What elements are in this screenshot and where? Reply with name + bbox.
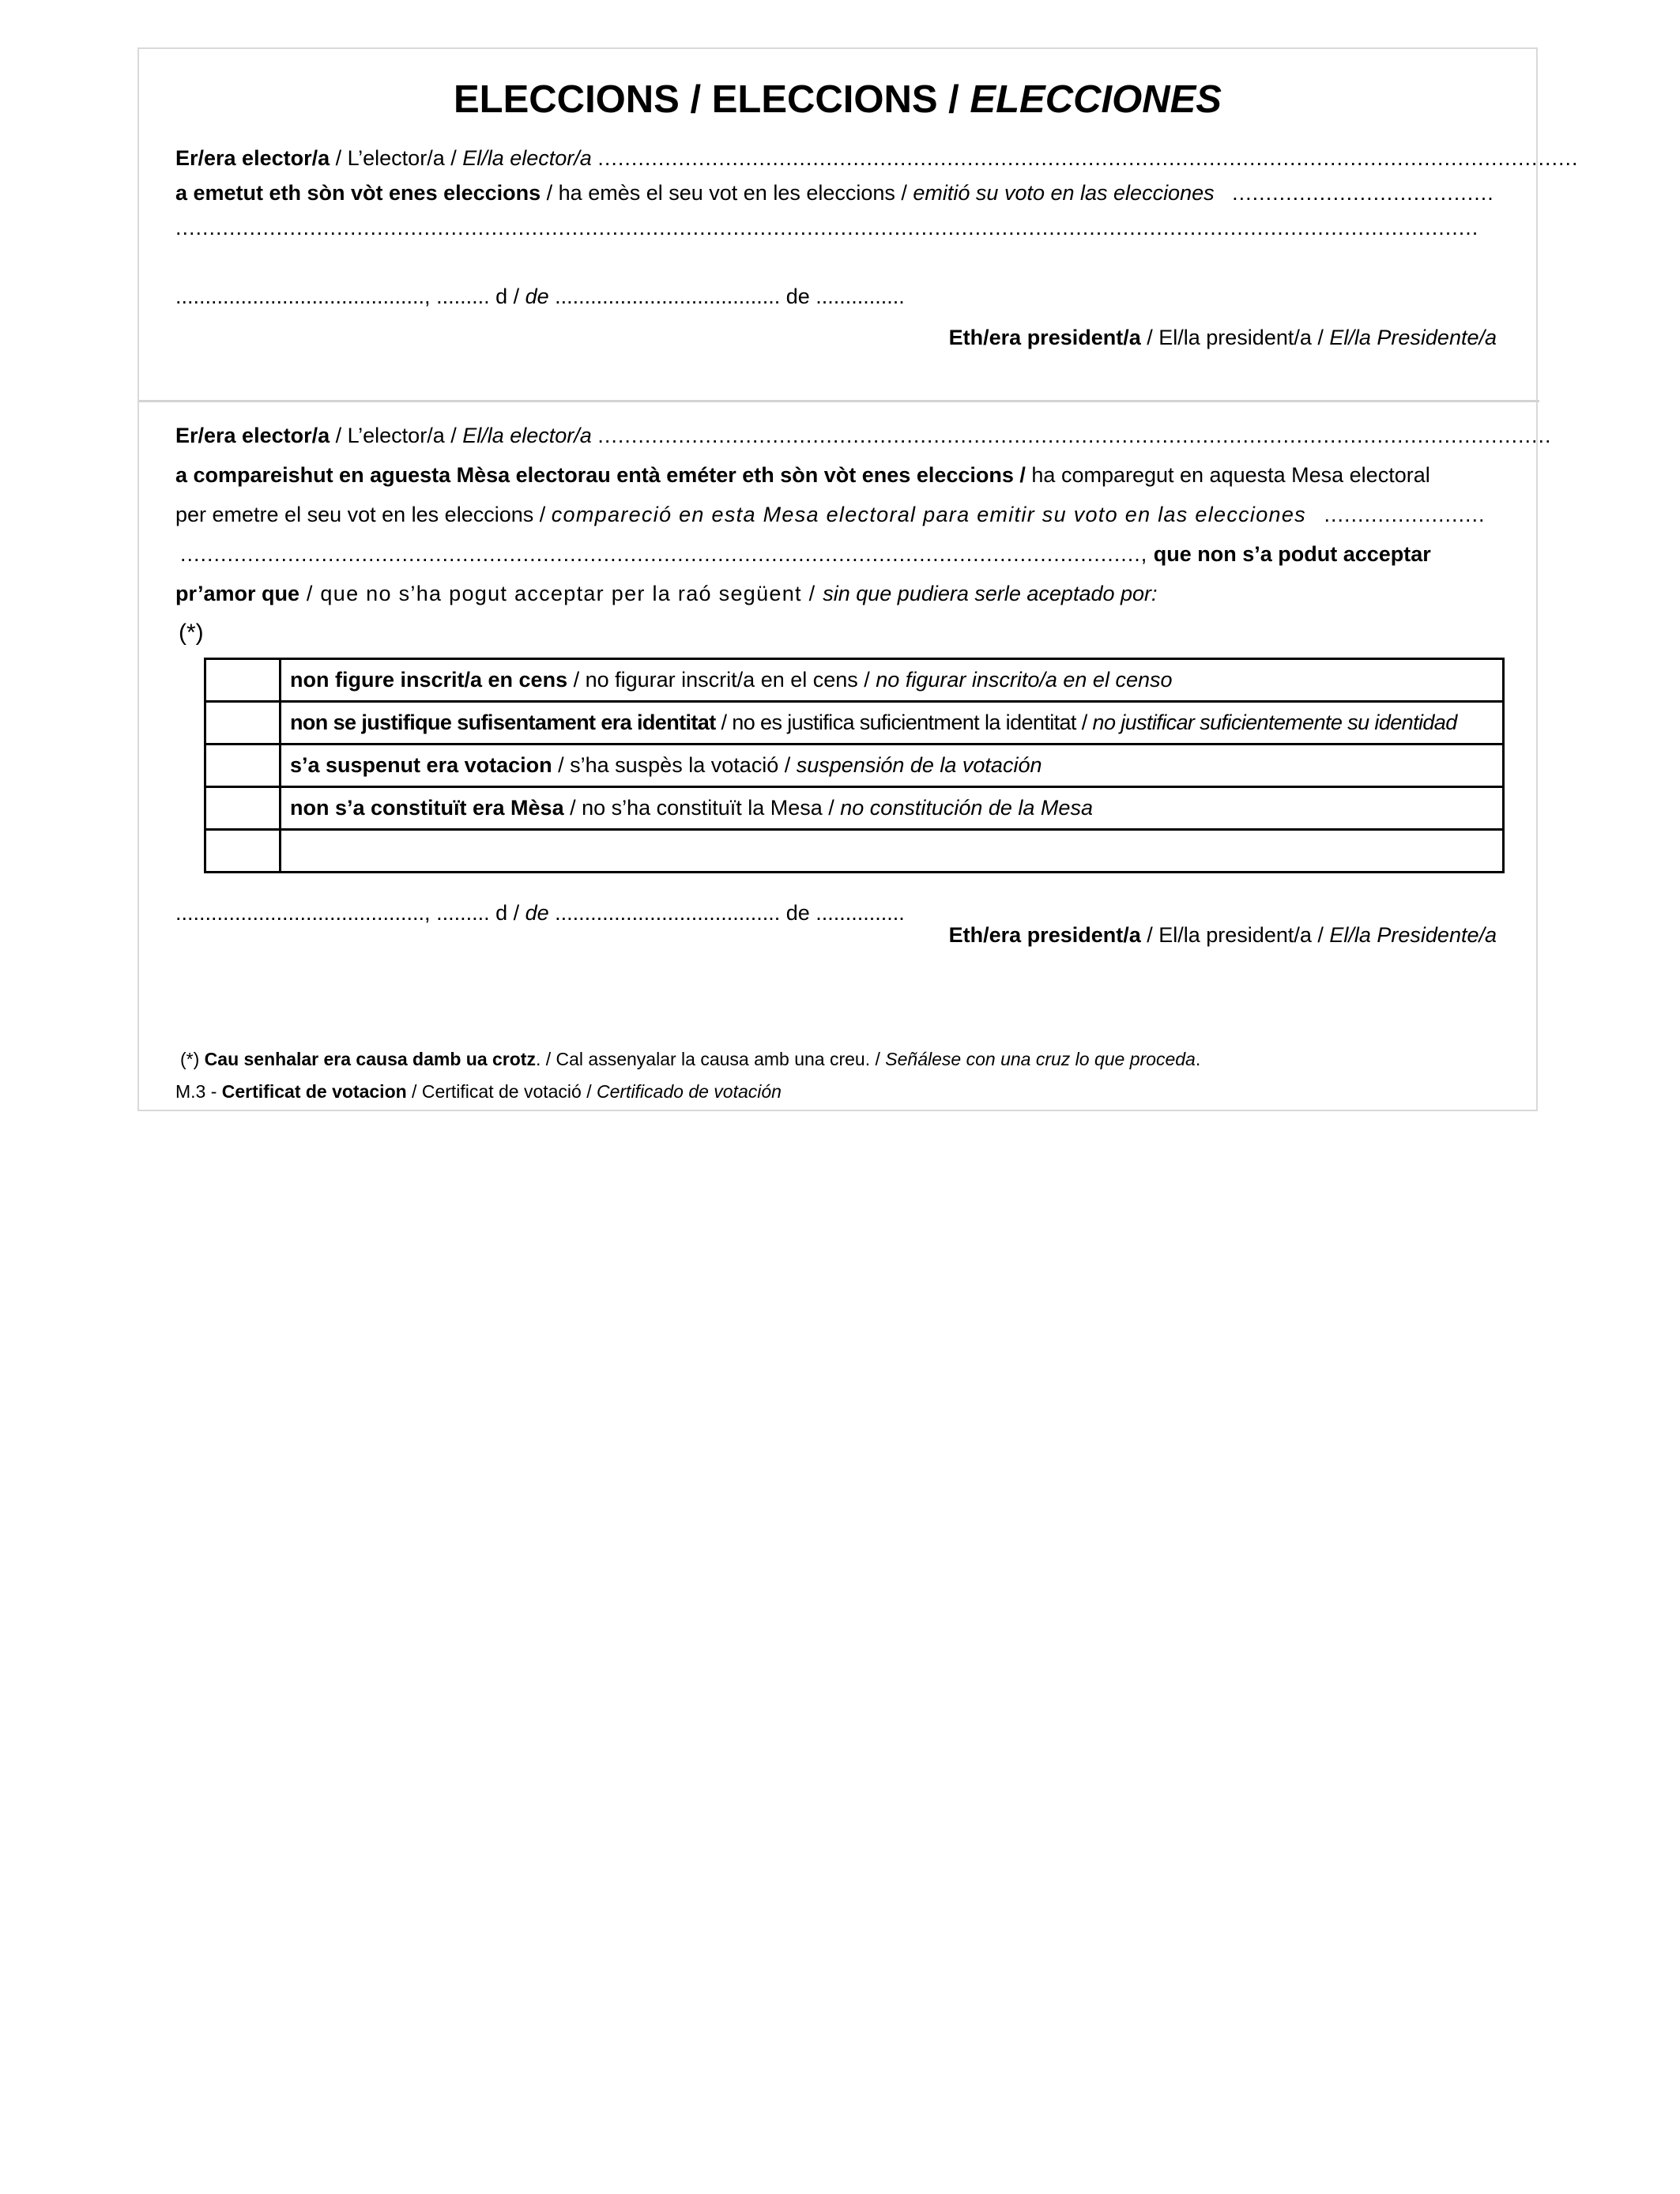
s2-date-a[interactable]: .........................................., ......... d /: [175, 901, 525, 925]
s2-date-b[interactable]: ...................................... de ...............: [548, 901, 905, 925]
title-italic: ELECCIONES: [970, 78, 1222, 121]
option-row: [205, 745, 1504, 787]
s1-voted-mid: / ha emès el seu vot en les eleccions /: [541, 181, 913, 205]
s2-asterisk-marker: (*): [179, 620, 204, 646]
s1-voted-italic: emitió su voto en las elecciones: [913, 181, 1215, 205]
s2-date-line[interactable]: [175, 899, 905, 926]
s1-date-b[interactable]: ...................................... de ...............: [548, 285, 905, 308]
option-italic: no figurar inscrito/a en el censo: [876, 668, 1173, 692]
option-italic: suspensión de la votación: [796, 753, 1042, 777]
option-other-field[interactable]: [281, 830, 1504, 873]
s2-emit-line: [175, 501, 1486, 528]
s2-reason-bold: pr’amor que: [175, 582, 300, 605]
s1-date-line[interactable]: [175, 283, 905, 310]
footnote-bold: Cau senhalar era causa damb ua crotz: [204, 1049, 536, 1069]
s2-president-mid: / El/la president/a /: [1140, 923, 1330, 947]
s2-appeared-line: [175, 462, 1430, 488]
s2-elector-line: [175, 422, 1552, 449]
s2-elector-dots[interactable]: ..............................................................................................................................................: [597, 424, 1552, 447]
option-label: [281, 745, 1504, 787]
option-label: [281, 659, 1504, 702]
s1-president-signature: [949, 324, 1497, 351]
s2-not-accepted-line: [180, 541, 1431, 567]
page-title: [137, 76, 1538, 123]
option-label: [281, 787, 1504, 830]
option-checkbox[interactable]: [205, 830, 281, 873]
s1-elector-italic: El/la elector/a: [462, 146, 592, 170]
s2-president-signature: [949, 922, 1497, 948]
s2-date-de: de: [525, 901, 549, 925]
option-mid: / no figurar inscrit/a en el cens /: [567, 668, 876, 692]
option-bold: s’a suspenut era votacion: [290, 753, 552, 777]
option-italic: no constitución de la Mesa: [840, 796, 1093, 820]
option-mid: / no s’ha constituït la Mesa /: [563, 796, 841, 820]
s1-elector-bold: Er/era elector/a: [175, 146, 330, 170]
s1-elector-sep: / L’elector/a /: [330, 146, 463, 170]
s2-reason-mid: / que no s’ha pogut acceptar per la raó següent /: [299, 582, 823, 605]
option-bold: non s’a constituït era Mèsa: [290, 796, 564, 820]
s2-emit-italic: compareció en esta Mesa electoral para emitir su voto en las elecciones: [551, 503, 1306, 526]
s1-voted-dots[interactable]: .......................................: [1232, 181, 1494, 205]
footnote-italic: Señálese con una cruz lo que proceda: [885, 1049, 1196, 1069]
s1-president-italic: El/la Presidente/a: [1329, 326, 1497, 349]
s2-president-italic: El/la Presidente/a: [1329, 923, 1497, 947]
s2-appeared-rest: ha comparegut en aquesta Mesa electoral: [1025, 463, 1430, 487]
section-divider: [139, 400, 1539, 402]
s1-voted-line: [175, 179, 1494, 206]
s1-elector-dots[interactable]: ..................................................................................................................................................: [597, 146, 1579, 170]
option-row: [205, 787, 1504, 830]
s2-appeared-bold: a compareishut en aguesta Mèsa electorau entà eméter eth sòn vòt enes eleccions /: [175, 463, 1026, 487]
model-reference: [175, 1080, 782, 1103]
s1-full-dots[interactable]: ..................................................................................................................................................................................................: [175, 216, 1479, 239]
model-mid: / Certificat de votació /: [406, 1081, 597, 1102]
option-italic: no justificar suficientemente su identidad: [1092, 711, 1457, 734]
model-prefix: M.3 -: [175, 1081, 222, 1102]
form-frame: [137, 47, 1538, 1111]
s2-reason-italic: sin que pudiera serle aceptado por:: [823, 582, 1158, 605]
footnote-mid: . / Cal assenyalar la causa amb una creu. /: [535, 1049, 886, 1069]
model-bold: Certificat de votacion: [221, 1081, 407, 1102]
option-row: [205, 830, 1504, 873]
s2-not-accepted-bold: que non s’a podut acceptar: [1153, 542, 1431, 566]
option-bold: non figure inscrit/a en cens: [290, 668, 568, 692]
s2-elector-bold: Er/era elector/a: [175, 424, 330, 447]
option-row: [205, 659, 1504, 702]
model-italic: Certificado de votación: [597, 1081, 782, 1102]
title-regular: ELECCIONS / ELECCIONS /: [454, 78, 970, 121]
reason-options-table: [204, 658, 1505, 873]
s1-date-de: de: [525, 285, 549, 308]
footnote-end: .: [1195, 1049, 1201, 1069]
option-row: [205, 702, 1504, 745]
s2-reason-line: [175, 580, 1158, 607]
s2-emit-dots[interactable]: ........................: [1324, 503, 1486, 526]
option-bold: non se justifique sufisentament era identitat: [290, 711, 716, 734]
s2-emit-regular: per emetre el seu vot en les eleccions /: [175, 503, 552, 526]
s1-president-mid: / El/la president/a /: [1140, 326, 1330, 349]
option-checkbox[interactable]: [205, 787, 281, 830]
option-mid: / no es justifica suficientment la identitat /: [715, 711, 1093, 734]
s2-elector-sep: / L’elector/a /: [330, 424, 463, 447]
s1-elector-line: [175, 145, 1579, 172]
s2-long-dots[interactable]: ...............................................................................................................................................,: [180, 542, 1148, 566]
s1-date-a[interactable]: .........................................., ......... d /: [175, 285, 525, 308]
s1-full-dots-line[interactable]: [175, 214, 1478, 241]
option-checkbox[interactable]: [205, 745, 281, 787]
option-mid: / s’ha suspès la votació /: [552, 753, 797, 777]
option-label: [281, 702, 1504, 745]
option-checkbox[interactable]: [205, 659, 281, 702]
s2-president-bold: Eth/era president/a: [948, 923, 1141, 947]
option-checkbox[interactable]: [205, 702, 281, 745]
footnote: [180, 1047, 1200, 1071]
s2-elector-italic: El/la elector/a: [462, 424, 592, 447]
s1-voted-bold: a emetut eth sòn vòt enes eleccions: [175, 181, 541, 205]
footnote-marker: (*): [180, 1049, 205, 1069]
s1-president-bold: Eth/era president/a: [948, 326, 1141, 349]
